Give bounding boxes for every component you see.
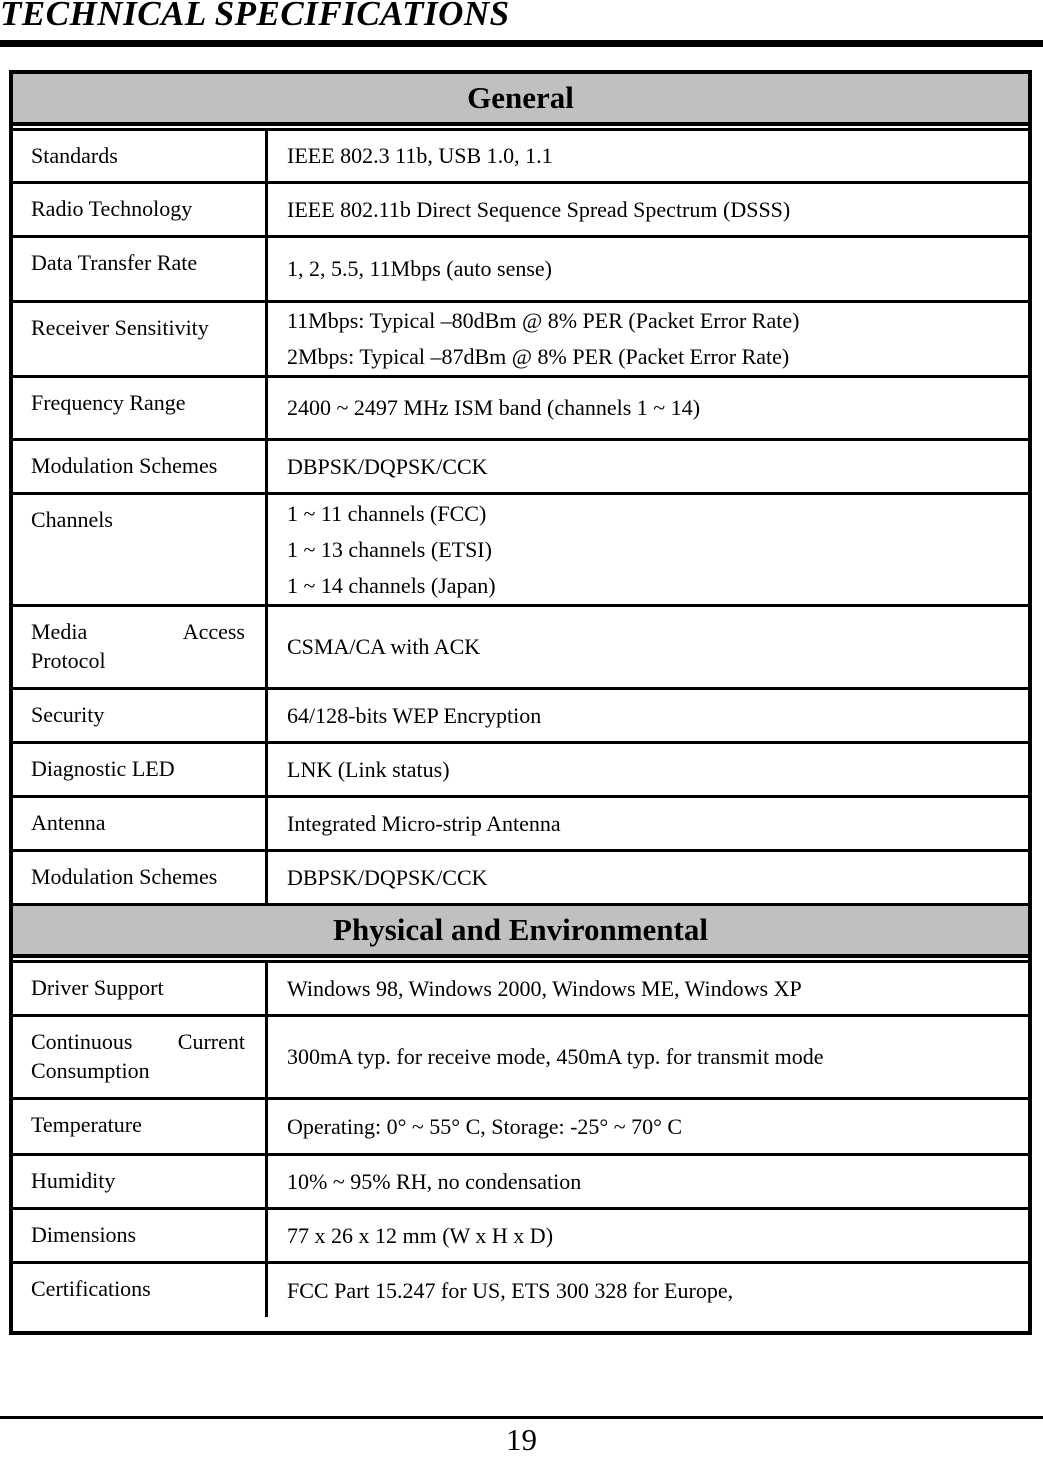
- label-word: Continuous: [31, 1029, 133, 1054]
- label-line: Consumption: [31, 1058, 150, 1083]
- label-line: [31, 1027, 245, 1056]
- spec-label: Antenna: [13, 798, 268, 849]
- spec-label: Frequency Range: [13, 378, 268, 438]
- section-header-physical-environmental: Physical and Environmental: [13, 906, 1028, 958]
- page-number: 19: [506, 1422, 537, 1457]
- spec-value-line: 2400 ~ 2497 MHz ISM band (channels 1 ~ 14): [287, 395, 701, 420]
- spec-value: [268, 1017, 1028, 1097]
- spec-value-line: CSMA/CA with ACK: [287, 634, 481, 659]
- spec-value: [268, 131, 1028, 181]
- spec-value: [268, 303, 1028, 375]
- spec-table: [9, 70, 1032, 1335]
- spec-row-security: [13, 690, 1028, 744]
- spec-label: Temperature: [13, 1100, 268, 1153]
- spec-row-humidity: [13, 1156, 1028, 1210]
- spec-value: [268, 607, 1028, 687]
- spec-row-dimensions: [13, 1210, 1028, 1264]
- spec-label: [13, 1017, 268, 1097]
- spec-label: Data Transfer Rate: [13, 238, 268, 300]
- footer-rule: [0, 1416, 1043, 1419]
- heading-rule: [0, 40, 1043, 47]
- page-heading: TECHNICAL SPECIFICATIONS: [0, 0, 510, 33]
- spec-row-modulation-schemes: [13, 441, 1028, 495]
- section-header-general: General: [13, 74, 1028, 126]
- spec-label: Receiver Sensitivity: [13, 303, 268, 375]
- spec-row-frequency-range: [13, 378, 1028, 441]
- spec-value: [268, 1210, 1028, 1261]
- spec-value-line: 64/128-bits WEP Encryption: [287, 702, 542, 728]
- spec-row-continuous-current: [13, 1017, 1028, 1100]
- spec-value-line: 11Mbps: Typical –80dBm @ 8% PER (Packet Error Rate): [287, 308, 800, 333]
- spec-value: [268, 852, 1028, 903]
- spec-row-antenna: [13, 798, 1028, 852]
- spec-label: Certifications: [13, 1264, 268, 1317]
- label-word: Current: [177, 1029, 245, 1054]
- spec-label: Channels: [13, 495, 268, 604]
- spec-row-channels: [13, 495, 1028, 607]
- spec-row-certifications: [13, 1264, 1028, 1317]
- label-line: Protocol: [31, 648, 106, 673]
- spec-value-line: Windows 98, Windows 2000, Windows ME, Windows XP: [287, 975, 802, 1001]
- spec-value: [268, 1264, 1028, 1317]
- spec-row-temperature: [13, 1100, 1028, 1156]
- spec-row-radio-technology: [13, 184, 1028, 238]
- spec-label: Dimensions: [13, 1210, 268, 1261]
- spec-row-receiver-sensitivity: [13, 303, 1028, 378]
- spec-value-line: 1 ~ 11 channels (FCC): [287, 500, 487, 526]
- spec-value-line: 300mA typ. for receive mode, 450mA typ. for transmit mode: [287, 1044, 824, 1069]
- spec-value: [268, 184, 1028, 235]
- spec-value-line: DBPSK/DQPSK/CCK: [287, 453, 488, 479]
- spec-value: [268, 238, 1028, 300]
- spec-label: Standards: [13, 131, 268, 181]
- spec-label: Driver Support: [13, 963, 268, 1014]
- spec-row-modulation-schemes-2: [13, 852, 1028, 906]
- spec-value: [268, 1100, 1028, 1153]
- spec-value-line: LNK (Link status): [287, 756, 450, 782]
- spec-value-line: IEEE 802.3 11b, USB 1.0, 1.1: [287, 143, 553, 168]
- spec-label: Radio Technology: [13, 184, 268, 235]
- spec-label: Security: [13, 690, 268, 741]
- spec-label: Modulation Schemes: [13, 441, 268, 492]
- spec-value-line: Integrated Micro-strip Antenna: [287, 810, 561, 836]
- spec-value: [268, 690, 1028, 741]
- spec-value-line: 1 ~ 13 channels (ETSI): [287, 536, 492, 562]
- spec-value-line: 1 ~ 14 channels (Japan): [287, 572, 496, 598]
- spec-value-line: 77 x 26 x 12 mm (W x H x D): [287, 1222, 554, 1248]
- label-word: Media: [31, 619, 88, 644]
- spec-row-standards: [13, 131, 1028, 184]
- spec-value: [268, 744, 1028, 795]
- spec-label: Humidity: [13, 1156, 268, 1207]
- spec-value-line: 10% ~ 95% RH, no condensation: [287, 1168, 582, 1194]
- spec-row-diagnostic-led: [13, 744, 1028, 798]
- spec-value: [268, 963, 1028, 1014]
- spec-label: Modulation Schemes: [13, 852, 268, 903]
- spec-value: [268, 1156, 1028, 1207]
- spec-value-line: IEEE 802.11b Direct Sequence Spread Spectrum (DSSS): [287, 196, 791, 222]
- label-word: Access: [182, 619, 245, 644]
- spec-value-line: 2Mbps: Typical –87dBm @ 8% PER (Packet Error Rate): [287, 344, 790, 369]
- spec-value: [268, 495, 1028, 604]
- spec-value-line: Operating: 0° ~ 55° C, Storage: -25° ~ 70° C: [287, 1113, 683, 1139]
- spec-row-driver-support: [13, 963, 1028, 1017]
- spec-value-line: DBPSK/DQPSK/CCK: [287, 864, 488, 890]
- spec-value: [268, 441, 1028, 492]
- spec-value: [268, 378, 1028, 438]
- spec-label: [13, 607, 268, 687]
- spec-row-data-transfer-rate: [13, 238, 1028, 303]
- label-line: [31, 617, 245, 646]
- spec-value-line: 1, 2, 5.5, 11Mbps (auto sense): [287, 256, 552, 281]
- spec-value: [268, 798, 1028, 849]
- spec-value-line: FCC Part 15.247 for US, ETS 300 328 for Europe,: [287, 1277, 734, 1303]
- spec-label: Diagnostic LED: [13, 744, 268, 795]
- spec-row-media-access-protocol: [13, 607, 1028, 690]
